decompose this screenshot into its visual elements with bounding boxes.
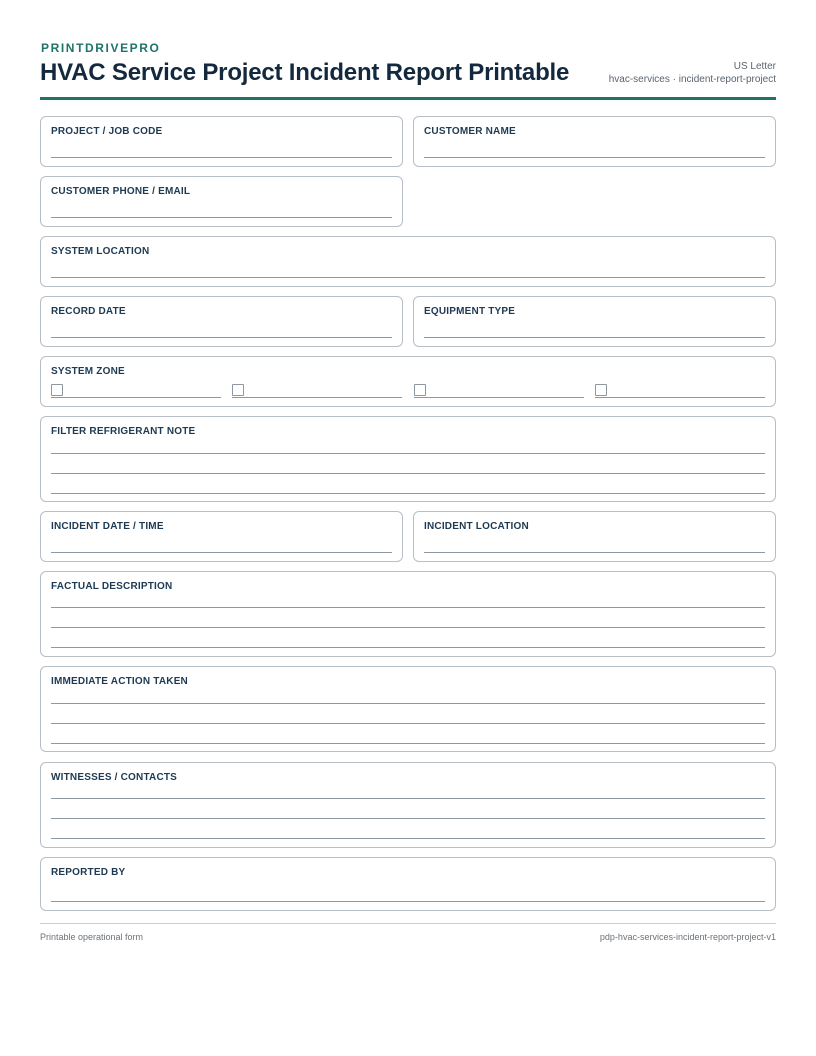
- field-label: SYSTEM ZONE: [51, 366, 125, 377]
- field-label: INCIDENT LOCATION: [424, 521, 529, 532]
- field-label: PROJECT / JOB CODE: [51, 126, 163, 137]
- write-line: [232, 397, 402, 398]
- brand-name: PRINTDRIVEPRO: [41, 41, 161, 55]
- document-slug: hvac-services · incident-report-project: [608, 74, 776, 85]
- incident-date-time-field[interactable]: [40, 511, 403, 562]
- field-label: EQUIPMENT TYPE: [424, 306, 516, 317]
- field-label: FACTUAL DESCRIPTION: [51, 581, 173, 592]
- write-line[interactable]: [424, 157, 765, 158]
- write-line[interactable]: [51, 607, 765, 608]
- zone-option-3[interactable]: [414, 384, 584, 398]
- write-line: [51, 397, 221, 398]
- write-line[interactable]: [51, 901, 765, 902]
- checkbox-icon[interactable]: [51, 384, 63, 396]
- customer-name-field[interactable]: [413, 116, 776, 167]
- paper-size: US Letter: [733, 61, 776, 72]
- write-line[interactable]: [51, 493, 765, 494]
- equipment-type-field[interactable]: [413, 296, 776, 347]
- filter-refrigerant-note-field[interactable]: [40, 416, 776, 502]
- zone-option-4[interactable]: [595, 384, 765, 398]
- write-line: [595, 397, 765, 398]
- field-label: IMMEDIATE ACTION TAKEN: [51, 676, 188, 687]
- zone-option-1[interactable]: [51, 384, 221, 398]
- incident-location-field[interactable]: [413, 511, 776, 562]
- write-line[interactable]: [51, 453, 765, 454]
- header-rule: [40, 97, 776, 100]
- write-line[interactable]: [51, 473, 765, 474]
- field-label: CUSTOMER PHONE / EMAIL: [51, 186, 191, 197]
- field-label: CUSTOMER NAME: [424, 126, 516, 137]
- write-line[interactable]: [51, 647, 765, 648]
- footer-note: Printable operational form: [40, 932, 144, 942]
- write-line[interactable]: [51, 277, 765, 278]
- witnesses-contacts-field[interactable]: [40, 762, 776, 848]
- write-line[interactable]: [51, 723, 765, 724]
- field-label: SYSTEM LOCATION: [51, 246, 150, 257]
- checkbox-icon[interactable]: [414, 384, 426, 396]
- write-line[interactable]: [51, 337, 392, 338]
- zone-option-2[interactable]: [232, 384, 402, 398]
- project-job-code-field[interactable]: [40, 116, 403, 167]
- write-line: [414, 397, 584, 398]
- field-label: REPORTED BY: [51, 867, 126, 878]
- write-line[interactable]: [51, 743, 765, 744]
- page-title: HVAC Service Project Incident Report Printable: [40, 59, 570, 86]
- write-line[interactable]: [51, 627, 765, 628]
- field-label: INCIDENT DATE / TIME: [51, 521, 164, 532]
- form-id: pdp-hvac-services-incident-report-project-v1: [599, 932, 776, 942]
- system-location-field[interactable]: [40, 236, 776, 287]
- write-line[interactable]: [51, 798, 765, 799]
- factual-description-field[interactable]: [40, 571, 776, 657]
- write-line[interactable]: [424, 337, 765, 338]
- field-label: RECORD DATE: [51, 306, 126, 317]
- immediate-action-taken-field[interactable]: [40, 666, 776, 752]
- checkbox-icon[interactable]: [232, 384, 244, 396]
- document-meta: [609, 60, 776, 86]
- record-date-field[interactable]: [40, 296, 403, 347]
- system-zone-field: [40, 356, 776, 407]
- write-line[interactable]: [51, 552, 392, 553]
- write-line[interactable]: [51, 703, 765, 704]
- reported-by-field[interactable]: [40, 857, 776, 911]
- write-line[interactable]: [51, 838, 765, 839]
- footer-rule: [40, 923, 776, 924]
- field-label: FILTER REFRIGERANT NOTE: [51, 426, 196, 437]
- customer-phone-email-field[interactable]: [40, 176, 403, 227]
- checkbox-icon[interactable]: [595, 384, 607, 396]
- write-line[interactable]: [51, 157, 392, 158]
- write-line[interactable]: [51, 818, 765, 819]
- field-label: WITNESSES / CONTACTS: [51, 772, 178, 783]
- write-line[interactable]: [51, 217, 392, 218]
- write-line[interactable]: [424, 552, 765, 553]
